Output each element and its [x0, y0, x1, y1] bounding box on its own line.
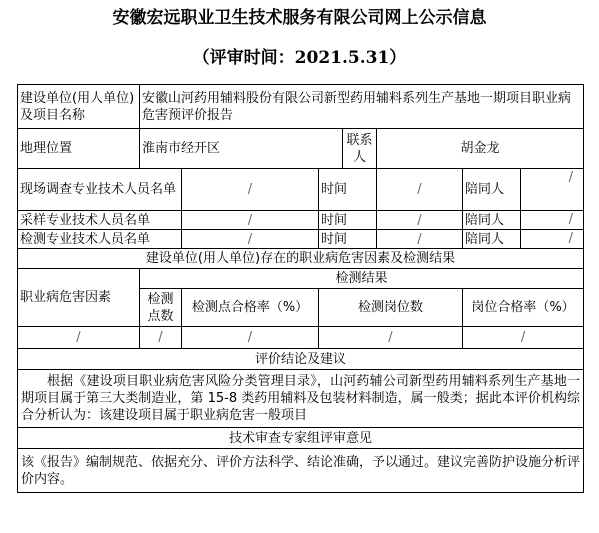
testing-names: / [182, 230, 319, 249]
document-title: 安徽宏远职业卫生技术服务有限公司网上公示信息 [112, 8, 487, 28]
table-cell: / [463, 327, 584, 349]
review-text: 该《报告》编制规范、依据充分、评价方法科学、结论准确，予以通过。建议完善防护设施分析评价内容。 [18, 449, 584, 493]
survey-companion-label: 陪同人 [463, 169, 521, 211]
row-conclusion-title [18, 349, 584, 370]
row-location [18, 129, 584, 169]
testing-label: 检测专业技术人员名单 [18, 230, 182, 249]
row-project [18, 85, 584, 129]
sampling-label: 采样专业技术人员名单 [18, 211, 182, 230]
row-conclusion-text [18, 370, 584, 428]
testing-companion-label: 陪同人 [463, 230, 521, 249]
table-cell: / [140, 327, 182, 349]
unit-value: 安徽山河药用辅料股份有限公司新型药用辅料系列生产基地一期项目职业病危害预评价报告 [140, 85, 584, 129]
conclusion-text: 根据《建设项目职业病危害风险分类管理目录》，山河药辅公司新型药用辅料系列生产基地一期项目属于第三大类制造业，第 15-8 类药用辅料及包装材料制造，属一般类；据此本评价机构综合分析认为：该建设项目属于职业病危害一般项目 [18, 370, 584, 428]
row-review-title [18, 428, 584, 449]
sampling-time-label: 时间 [319, 211, 377, 230]
testing-time: / [377, 230, 463, 249]
sampling-time: / [377, 211, 463, 230]
sampling-companion-label: 陪同人 [463, 211, 521, 230]
col-point-rate: 检测点合格率（%） [182, 289, 319, 327]
contact-value: 胡金龙 [377, 129, 584, 169]
survey-companion: / [521, 169, 584, 211]
disclosure-table [17, 84, 584, 493]
row-hazard-head-1 [18, 269, 584, 289]
survey-names: / [182, 169, 319, 211]
row-sampling [18, 211, 584, 230]
row-survey [18, 169, 584, 211]
sampling-names: / [182, 211, 319, 230]
survey-label: 现场调查专业技术人员名单 [18, 169, 182, 211]
location-label: 地理位置 [18, 129, 140, 169]
location-value: 淮南市经开区 [140, 129, 343, 169]
unit-label: 建设单位(用人单位)及项目名称 [18, 85, 140, 129]
table-cell: / [319, 327, 463, 349]
hazard-section-title: 建设单位(用人单位)存在的职业病危害因素及检测结果 [18, 249, 584, 269]
row-testing [18, 230, 584, 249]
row-hazard-title [18, 249, 584, 269]
review-date: （评审时间：2021.5.31） [192, 48, 407, 68]
testing-time-label: 时间 [319, 230, 377, 249]
col-points: 检测点数 [140, 289, 182, 327]
review-title: 技术审查专家组评审意见 [18, 428, 584, 449]
conclusion-title: 评价结论及建议 [18, 349, 584, 370]
result-header: 检测结果 [140, 269, 584, 289]
contact-label: 联系人 [343, 129, 377, 169]
table-cell: / [182, 327, 319, 349]
testing-companion: / [521, 230, 584, 249]
sampling-companion: / [521, 211, 584, 230]
survey-time: / [377, 169, 463, 211]
row-review-text [18, 449, 584, 493]
col-posts: 检测岗位数 [319, 289, 463, 327]
col-post-rate: 岗位合格率（%） [463, 289, 584, 327]
factor-header: 职业病危害因素 [18, 269, 140, 327]
table-cell: / [18, 327, 140, 349]
row-hazard-values [18, 327, 584, 349]
survey-time-label: 时间 [319, 169, 377, 211]
